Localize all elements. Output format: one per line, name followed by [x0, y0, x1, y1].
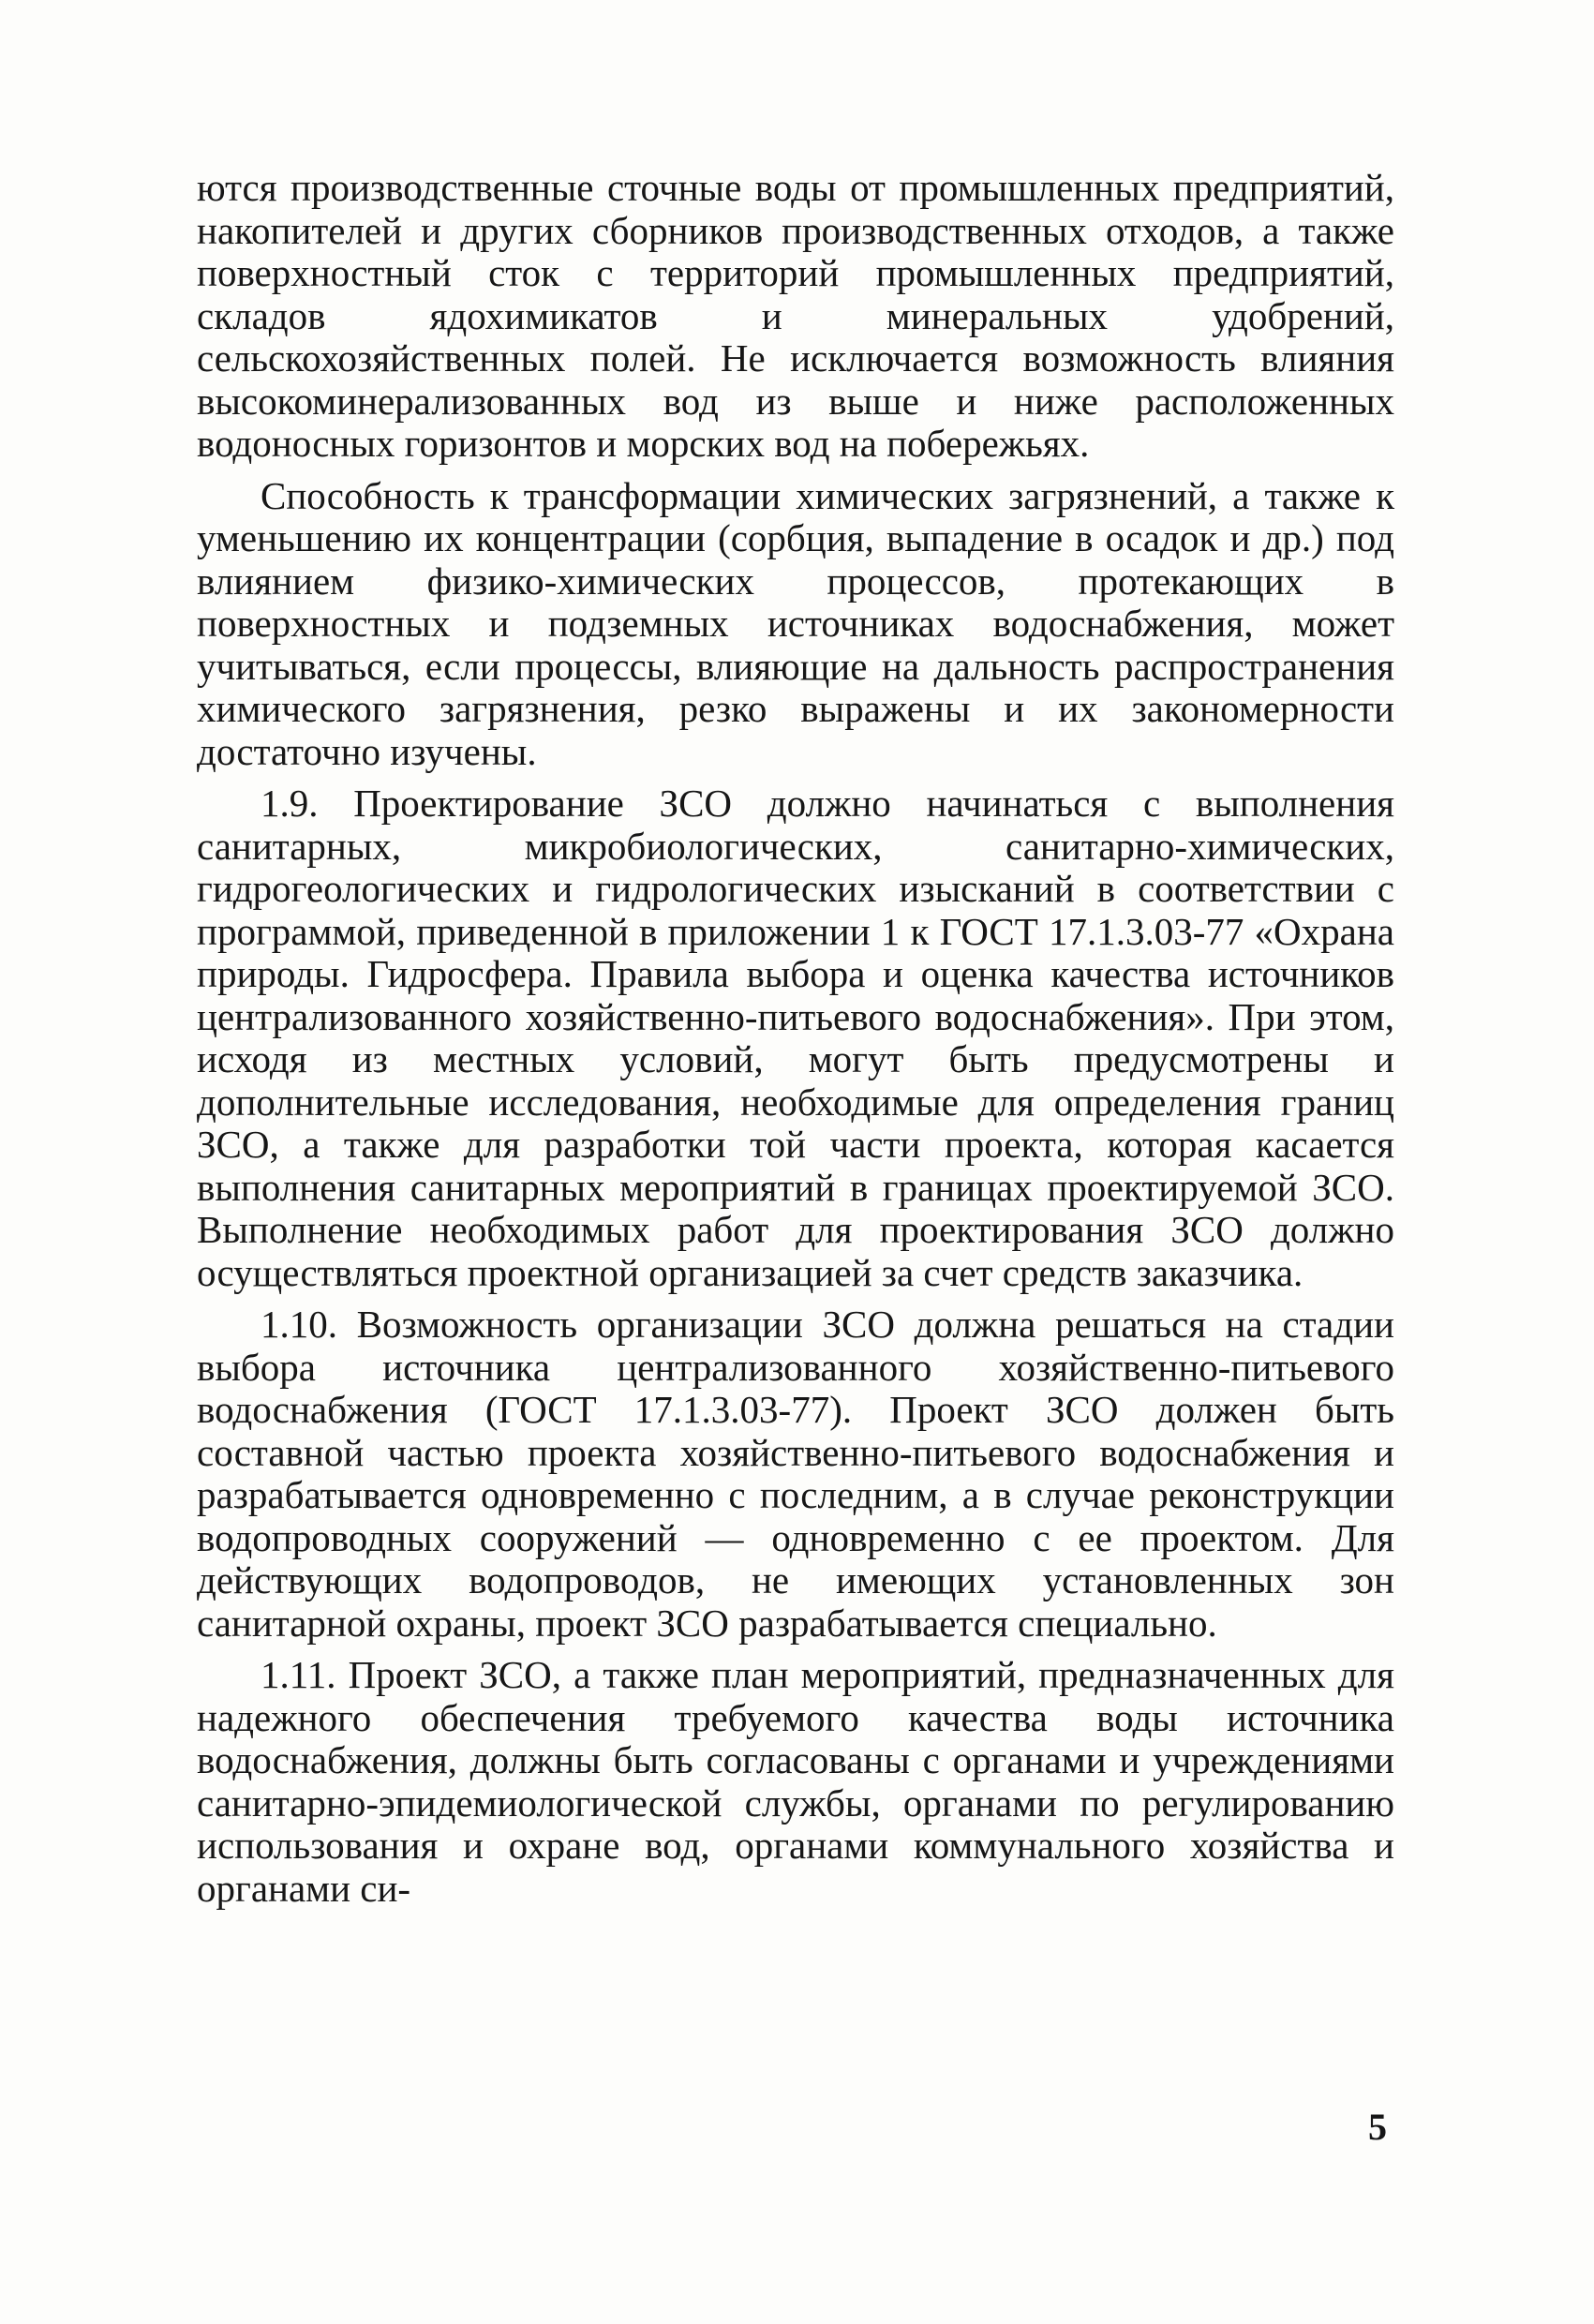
body-text: [197, 167, 1394, 1919]
paragraph-1-11: 1.11. Проект ЗСО, а также план мероприятий, предназначенных для надежного обеспечения требуемого качества воды источника водоснабжения, должны быть согласованы с органами и учреждениями санитарно-эпидемиологической службы, органами по регулированию использования и охране вод, органами коммунального хозяйства и органами си-: [197, 1653, 1394, 1910]
paragraph-continuation: ются производственные сточные воды от промышленных предприятий, накопителей и других сборников производственных отходов, а также поверхностный сток с территорий промышленных предприятий, складов ядохимикатов и минеральных удобрений, сельскохозяйственных полей. Не исключается возможность влияния высокоминерализованных вод из выше и ниже расположенных водоносных горизонтов и морских вод на побережьях.: [197, 166, 1394, 465]
paragraph-transformation: Способность к трансформации химических загрязнений, а также к уменьшению их концентрации (сорбция, выпадение в осадок и др.) под влиянием физико-химических процессов, протекающих в поверхностных и подземных источниках водоснабжения, может учитываться, если процессы, влияющие на дальность распространения химического загрязнения, резко выражены и их закономерности достаточно изучены.: [197, 473, 1394, 773]
page-number: 5: [1368, 2106, 1387, 2148]
paragraph-1-9: 1.9. Проектирование ЗСО должно начинаться с выполнения санитарных, микробиологических, санитарно-химических, гидрогеологических и гидрологических изысканий в соответствии с программой, приведенной в приложении 1 к ГОСТ 17.1.3.03-77 «Охрана природы. Гидросфера. Правила выбора и оценка качества источников централизованного хозяйственно-питьевого водоснабжения». При этом, исходя из местных условий, могут быть предусмотрены и дополнительные исследования, необходимые для определения границ ЗСО, а также для разработки той части проекта, которая касается выполнения санитарных мероприятий в границах проектируемой ЗСО. Выполнение необходимых работ для проектирования ЗСО должно осуществляться проектной организацией за счет средств заказчика.: [197, 782, 1394, 1294]
paragraph-1-10: 1.10. Возможность организации ЗСО должна решаться на стадии выбора источника централизованного хозяйственно-питьевого водоснабжения (ГОСТ 17.1.3.03-77). Проект ЗСО должен быть составной частью проекта хозяйственно-питьевого водоснабжения и разрабатывается одновременно с последним, а в случае реконструкции водопроводных сооружений — одновременно с ее проектом. Для действующих водопроводов, не имеющих установленных зон санитарной охраны, проект ЗСО разрабатывается специально.: [197, 1303, 1394, 1645]
